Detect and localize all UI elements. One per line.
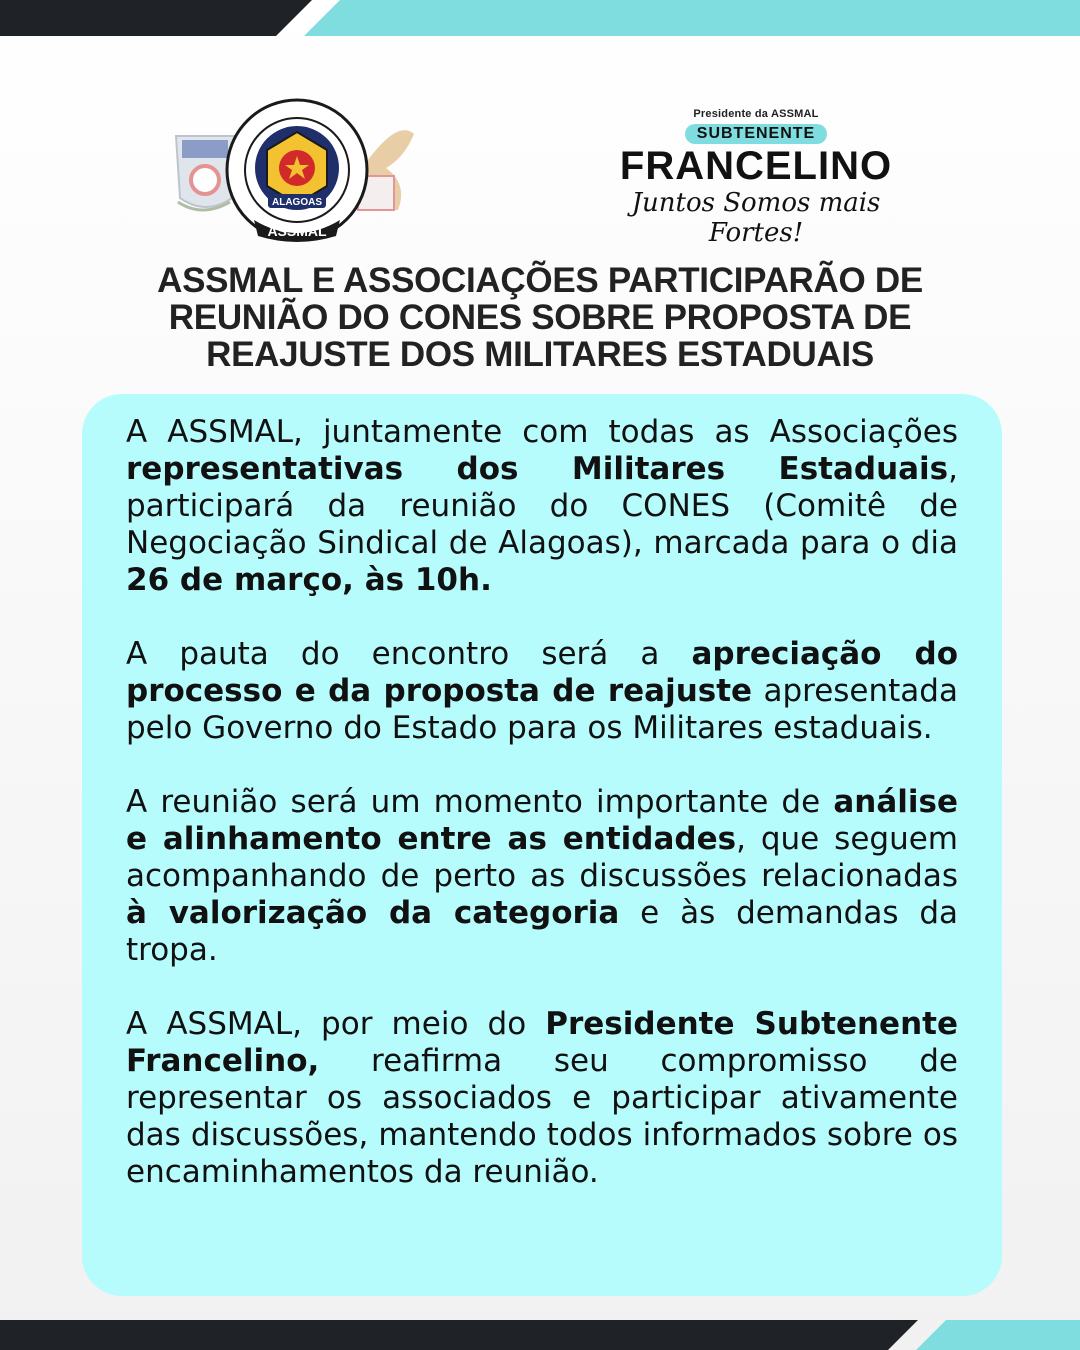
bottom-decorative-bar	[0, 1320, 1080, 1350]
signature-kicker: Presidente da ASSMAL	[693, 108, 819, 120]
paragraph-2	[126, 636, 958, 747]
text-run: apresentada pelo Governo do Estado para os Militares estaduais.	[126, 673, 958, 746]
text-run: e às demandas da tropa.	[126, 895, 958, 968]
logo-banner: ALAGOAS	[272, 197, 322, 208]
top-decorative-bar	[0, 0, 1080, 36]
text-run: A reunião será um momento importante de	[126, 784, 834, 820]
text-run: , participará da reunião do CONES (Comitê de Negociação Sindical de Alagoas), marcada para o dia	[126, 451, 958, 561]
logo-name: ASSMAL	[267, 223, 327, 239]
paragraph-1	[126, 414, 958, 599]
title-line: ASSMAL E ASSOCIAÇÕES PARTICIPARÃO DE	[157, 261, 923, 300]
header	[0, 90, 1080, 250]
page-title	[60, 262, 1020, 373]
text-run: , que seguem acompanhando de perto as discussões relacionadas	[126, 821, 958, 894]
emphasis-run: apreciação do processo e da proposta de reajuste	[126, 636, 958, 709]
paragraph-4	[126, 1006, 958, 1191]
emphasis-run: 26 de março, às 10h.	[126, 562, 492, 598]
signature-rank-pill: SUBTENENTE	[685, 124, 827, 144]
emphasis-run: representativas dos Militares Estaduais	[126, 451, 949, 487]
article-body	[126, 414, 958, 1228]
text-run: A pauta do encontro será a	[126, 636, 692, 672]
signature-slogan: Juntos Somos mais Fortes!	[631, 188, 881, 248]
text-run: A ASSMAL, por meio do	[126, 1006, 546, 1042]
emphasis-run: à valorização da categoria	[126, 895, 620, 931]
emphasis-run: análise e alinhamento entre as entidades	[126, 784, 958, 857]
text-run: reafirma seu compromisso de representar os associados e participar ativamente das discussões, mantendo todos informados sobre os encaminhamentos da reunião.	[126, 1043, 958, 1190]
signature-name: FRANCELINO	[619, 144, 893, 188]
emphasis-run: Presidente Subtenente Francelino,	[126, 1006, 958, 1079]
title-line: REAJUSTE DOS MILITARES ESTADUAIS	[206, 335, 874, 374]
signature-block	[586, 108, 926, 248]
assmal-logo	[172, 98, 422, 248]
text-run: A ASSMAL, juntamente com todas as Associações	[126, 414, 958, 450]
paragraph-3	[126, 784, 958, 969]
title-line: REUNIÃO DO CONES SOBRE PROPOSTA DE	[168, 298, 912, 337]
